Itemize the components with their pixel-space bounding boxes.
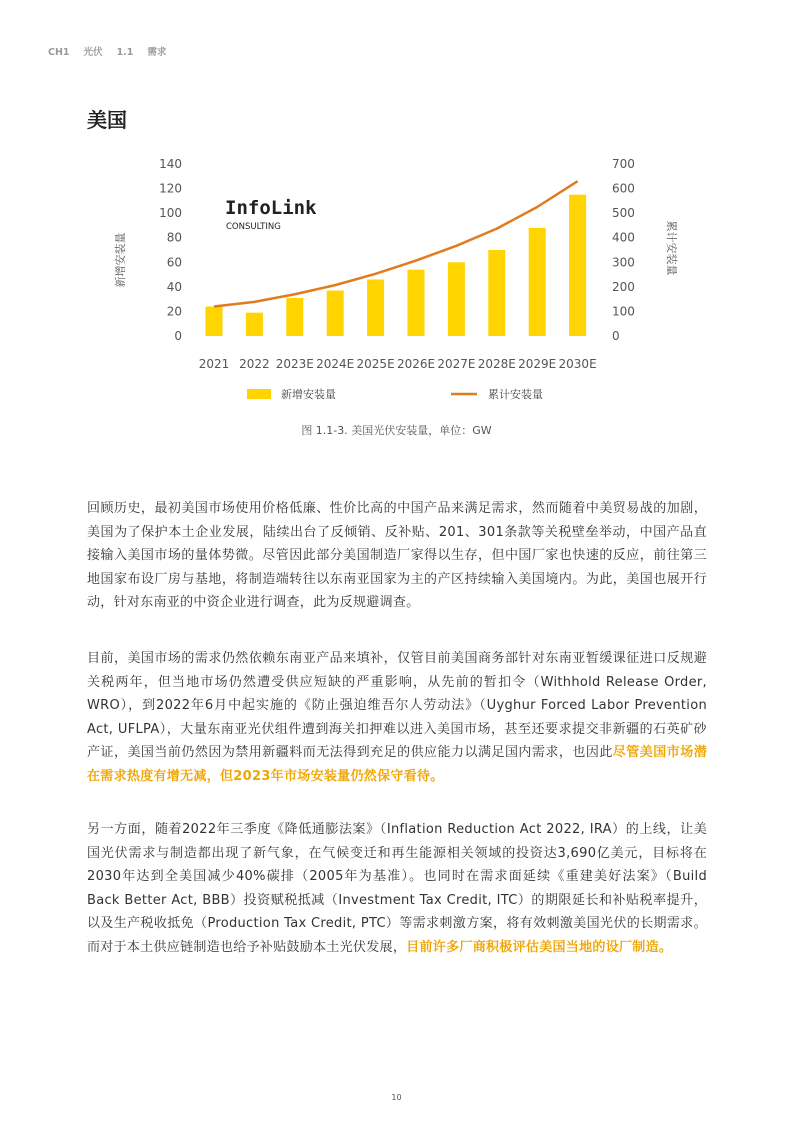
us-pv-installation-chart [0,150,793,420]
infolink-watermark [225,197,317,232]
left-tick-label: 100 [159,206,182,221]
bar [448,262,465,336]
right-tick-label: 200 [612,279,635,294]
section-title: 美国 [87,108,127,132]
right-tick-label: 300 [612,255,635,270]
bar [569,195,586,336]
left-tick-label: 60 [166,255,182,270]
x-tick-label: 2023E [275,357,314,371]
left-tick-label: 0 [174,329,182,343]
header-chapter: CH1 [48,47,70,58]
bar [529,228,546,336]
right-tick-label: 500 [612,206,635,221]
left-axis-label: 新增安装量 [114,232,127,288]
x-tick-label: 2025E [356,357,395,371]
watermark-sub: CONSULTING [226,222,281,232]
header-section: 1.1 [116,47,134,58]
paragraph-history [87,497,707,615]
left-tick-label: 120 [159,181,182,196]
right-tick-label: 400 [612,230,635,245]
x-axis-ticks [199,357,597,371]
running-header [48,44,180,58]
bar [327,291,344,336]
paragraph-text: 另一方面，随着2022年三季度《降低通膨法案》（Inflation Reduction Act 2022, IRA）的上线，让美国光伏需求与制造都出现了新气象，在气候变迁和再生能源相关领域的投资达3,690亿美元，目标将在2030年达到全美国减少40%碳排（2005年为基准）。也同时在需求面延续《重建美好法案》（Build Back Better Act, BBB）投资赋税抵减（Investment Tax Credit, ITC）的期限延长和补贴税率提升，以及生产税收抵免（Production Tax Credit, PTC）等需求刺激方案，将有效刺激美国光伏的长期需求。而对于本土供应链制造也给予补贴鼓励本土光伏发展， [87,822,707,955]
legend-swatch-bar [247,389,271,399]
right-tick-label: 700 [612,157,635,171]
bar [488,250,505,336]
x-tick-label: 2022 [239,357,270,371]
left-tick-label: 80 [166,230,182,245]
left-tick-label: 20 [166,304,182,319]
right-tick-label: 100 [612,304,635,319]
paragraph-current-demand [87,647,707,788]
paragraph-ira [87,818,707,959]
x-tick-label: 2027E [437,357,476,371]
paragraph-highlight: 目前许多厂商积极评估美国当地的设厂制造。 [406,939,673,955]
x-tick-label: 2021 [198,357,230,371]
x-tick-label: 2024E [316,357,355,371]
left-tick-label: 140 [159,157,182,171]
chart-legend [247,387,543,401]
x-tick-label: 2026E [396,357,436,371]
bar [408,270,425,336]
figure-caption: 图 1.1-3. 美国光伏安装量，单位：GW [301,424,492,437]
paragraph-highlight: 尽管美国市场潜在需求热度有增无减，但2023年市场安装量仍然保守看待。 [87,745,707,784]
bar [367,279,384,336]
x-tick-label: 2030E [558,357,597,371]
legend-label-bar: 新增安装量 [281,388,336,401]
right-tick-label: 0 [612,329,620,343]
legend-label-line: 累计安装量 [488,388,543,401]
right-axis-label: 累计安装量 [665,220,678,276]
x-tick-label: 2028E [477,357,516,371]
header-chapter-title: 光伏 [83,47,103,58]
bar [206,307,223,336]
bar [246,313,263,336]
paragraph-text: 回顾历史，最初美国市场使用价格低廉、性价比高的中国产品来满足需求，然而随着中美贸易战的加剧，美国为了保护本土企业发展，陆续出台了反倾销、反补贴、201、301条款等关税壁垒举动，中国产品直接输入美国市场的量体势微。尽管因此部分美国制造厂家得以生存，但中国厂家也快速的反应，前往第三地国家布设厂房与基地，将制造端转往以东南亚国家为主的产区持续输入美国境内。为此，美国也展开行动，针对东南亚的中资企业进行调查，此为反规避调查。 [87,501,707,610]
page-number: 10 [391,1093,402,1102]
right-tick-label: 600 [612,181,635,196]
left-axis-ticks [159,157,182,343]
header-section-title: 需求 [147,47,167,58]
right-axis-ticks [612,157,635,343]
x-tick-label: 2029E [518,357,557,371]
bar [286,298,303,336]
watermark-brand: InfoLink [225,197,317,219]
left-tick-label: 40 [166,279,182,294]
paragraph-text: 目前，美国市场的需求仍然依赖东南亚产品来填补，仅管目前美国商务部针对东南亚暂缓课征进口反规避关税两年，但当地市场仍然遭受供应短缺的严重影响，从先前的暂扣令（Withhold Release Order, WRO），到2022年6月中起实施的《防止强迫维吾尔人劳动法》（Uyghur Forced Labor Prevention Act, UFLPA），大量东南亚光伏组件遭到海关扣押难以进入美国市场，甚至还要求提交非新疆的石英矿砂产证，美国当前仍然因为禁用新疆料而无法得到充足的供应能力以满足国内需求，也因此 [87,651,707,760]
